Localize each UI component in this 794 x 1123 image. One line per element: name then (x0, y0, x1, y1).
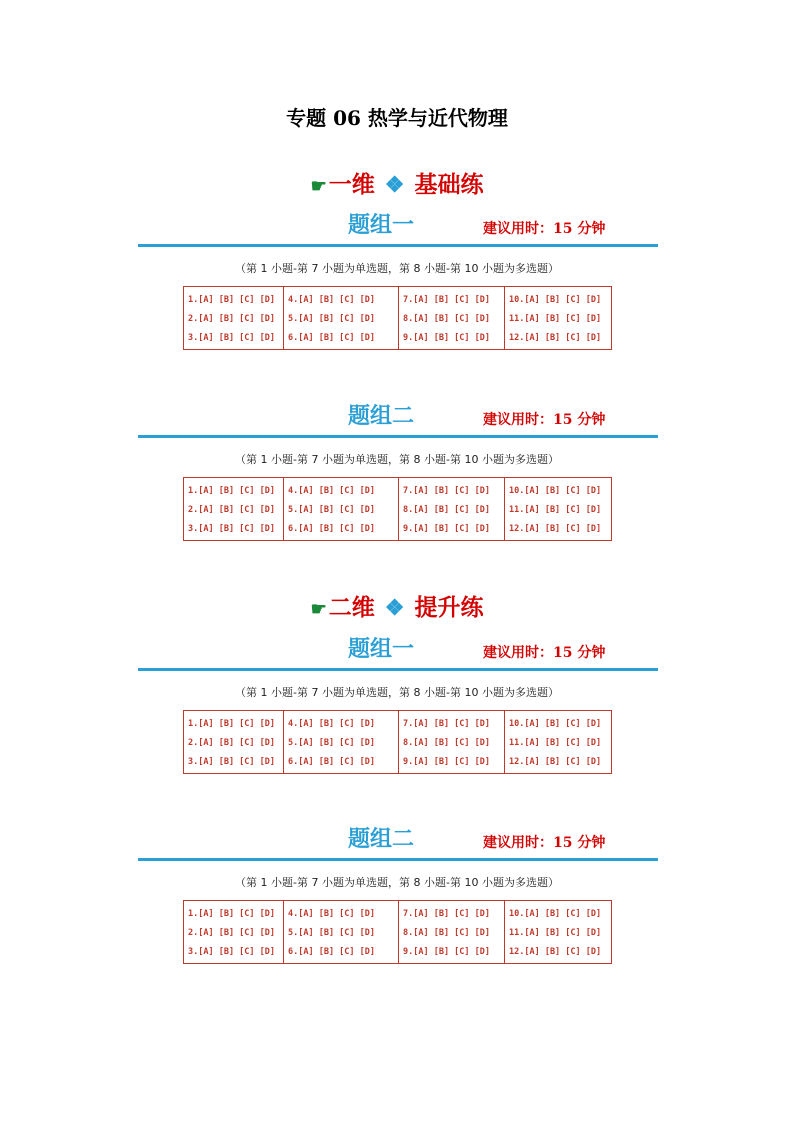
answer-column (504, 478, 611, 540)
answer-column (398, 287, 504, 349)
answer-column (184, 287, 283, 349)
answer-row[interactable]: 4.[A] [B] [C] [D] (288, 295, 375, 305)
answer-row[interactable]: 5.[A] [B] [C] [D] (288, 738, 375, 748)
answer-row[interactable]: 10.[A] [B] [C] [D] (509, 295, 602, 305)
suggested-time: 建议用时：15 分钟 (483, 412, 606, 428)
answer-row[interactable]: 10.[A] [B] [C] [D] (509, 719, 602, 729)
section-heading-advanced (0, 589, 794, 622)
answer-column (184, 901, 283, 963)
answer-row[interactable]: 9.[A] [B] [C] [D] (403, 333, 490, 343)
answer-column (504, 287, 611, 349)
answer-row[interactable]: 4.[A] [B] [C] [D] (288, 486, 375, 496)
answer-row[interactable]: 1.[A] [B] [C] [D] (188, 909, 275, 919)
answer-column (398, 901, 504, 963)
answer-row[interactable]: 3.[A] [B] [C] [D] (188, 757, 275, 767)
answer-row[interactable]: 9.[A] [B] [C] [D] (403, 947, 490, 957)
answer-row[interactable]: 11.[A] [B] [C] [D] (509, 738, 602, 748)
answer-row[interactable]: 12.[A] [B] [C] [D] (509, 524, 602, 534)
suggested-time: 建议用时：15 分钟 (483, 835, 606, 851)
answer-column (398, 478, 504, 540)
answer-row[interactable]: 6.[A] [B] [C] [D] (288, 333, 375, 343)
answer-row[interactable]: 11.[A] [B] [C] [D] (509, 314, 602, 324)
answer-row[interactable]: 3.[A] [B] [C] [D] (188, 333, 275, 343)
page-title: 专题 06 热学与近代物理 (286, 106, 508, 130)
answer-row[interactable]: 8.[A] [B] [C] [D] (403, 928, 490, 938)
answer-column (504, 901, 611, 963)
answer-row[interactable]: 2.[A] [B] [C] [D] (188, 314, 275, 324)
answer-row[interactable]: 12.[A] [B] [C] [D] (509, 757, 602, 767)
group-note: （第 1 小题-第 7 小题为单选题，第 8 小题-第 10 小题为多选题） (235, 453, 559, 466)
answer-column (283, 287, 398, 349)
answer-row[interactable]: 8.[A] [B] [C] [D] (403, 314, 490, 324)
answer-row[interactable]: 12.[A] [B] [C] [D] (509, 947, 602, 957)
answer-sheet (183, 286, 612, 350)
answer-row[interactable]: 1.[A] [B] [C] [D] (188, 719, 275, 729)
group-name: 题组一 (348, 637, 415, 662)
answer-row[interactable]: 7.[A] [B] [C] [D] (403, 909, 490, 919)
answer-row[interactable]: 6.[A] [B] [C] [D] (288, 524, 375, 534)
answer-row[interactable]: 9.[A] [B] [C] [D] (403, 524, 490, 534)
answer-row[interactable]: 8.[A] [B] [C] [D] (403, 738, 490, 748)
answer-column (184, 478, 283, 540)
answer-row[interactable]: 1.[A] [B] [C] [D] (188, 486, 275, 496)
group-note: （第 1 小题-第 7 小题为单选题，第 8 小题-第 10 小题为多选题） (235, 686, 559, 699)
section-dim: 二维 (328, 594, 375, 621)
answer-column (398, 711, 504, 773)
section-heading-basic (0, 166, 794, 199)
answer-column (283, 478, 398, 540)
answer-row[interactable]: 7.[A] [B] [C] [D] (403, 295, 490, 305)
answer-row[interactable]: 10.[A] [B] [C] [D] (509, 909, 602, 919)
answer-row[interactable]: 5.[A] [B] [C] [D] (288, 505, 375, 515)
answer-sheet (183, 900, 612, 964)
answer-sheet (183, 710, 612, 774)
answer-row[interactable]: 2.[A] [B] [C] [D] (188, 505, 275, 515)
answer-row[interactable]: 7.[A] [B] [C] [D] (403, 486, 490, 496)
answer-row[interactable]: 5.[A] [B] [C] [D] (288, 314, 375, 324)
answer-row[interactable]: 4.[A] [B] [C] [D] (288, 909, 375, 919)
group-name: 题组一 (348, 213, 415, 238)
divider (138, 244, 658, 247)
pointing-hand-icon: ☛ (310, 599, 327, 620)
divider (138, 435, 658, 438)
answer-row[interactable]: 6.[A] [B] [C] [D] (288, 757, 375, 767)
answer-row[interactable]: 12.[A] [B] [C] [D] (509, 333, 602, 343)
group-name: 题组二 (348, 404, 415, 429)
divider (138, 858, 658, 861)
answer-row[interactable]: 3.[A] [B] [C] [D] (188, 947, 275, 957)
section-name: 基础练 (414, 171, 484, 198)
answer-row[interactable]: 11.[A] [B] [C] [D] (509, 505, 602, 515)
suggested-time: 建议用时：15 分钟 (483, 221, 606, 237)
answer-row[interactable]: 4.[A] [B] [C] [D] (288, 719, 375, 729)
group-note: （第 1 小题-第 7 小题为单选题，第 8 小题-第 10 小题为多选题） (235, 876, 559, 889)
group-name: 题组二 (348, 827, 415, 852)
answer-row[interactable]: 1.[A] [B] [C] [D] (188, 295, 275, 305)
answer-row[interactable]: 9.[A] [B] [C] [D] (403, 757, 490, 767)
answer-row[interactable]: 2.[A] [B] [C] [D] (188, 738, 275, 748)
answer-row[interactable]: 11.[A] [B] [C] [D] (509, 928, 602, 938)
answer-column (283, 711, 398, 773)
answer-column (184, 711, 283, 773)
answer-row[interactable]: 2.[A] [B] [C] [D] (188, 928, 275, 938)
answer-column (283, 901, 398, 963)
answer-row[interactable]: 3.[A] [B] [C] [D] (188, 524, 275, 534)
answer-row[interactable]: 5.[A] [B] [C] [D] (288, 928, 375, 938)
answer-column (504, 711, 611, 773)
pointing-hand-icon: ☛ (310, 176, 327, 197)
group-note: （第 1 小题-第 7 小题为单选题，第 8 小题-第 10 小题为多选题） (235, 262, 559, 275)
answer-row[interactable]: 7.[A] [B] [C] [D] (403, 719, 490, 729)
diamond-icon: ❖ (384, 595, 405, 621)
answer-row[interactable]: 8.[A] [B] [C] [D] (403, 505, 490, 515)
answer-sheet (183, 477, 612, 541)
divider (138, 668, 658, 671)
suggested-time: 建议用时：15 分钟 (483, 645, 606, 661)
diamond-icon: ❖ (384, 172, 405, 198)
answer-row[interactable]: 10.[A] [B] [C] [D] (509, 486, 602, 496)
answer-row[interactable]: 6.[A] [B] [C] [D] (288, 947, 375, 957)
section-dim: 一维 (328, 171, 375, 198)
section-name: 提升练 (414, 594, 484, 621)
